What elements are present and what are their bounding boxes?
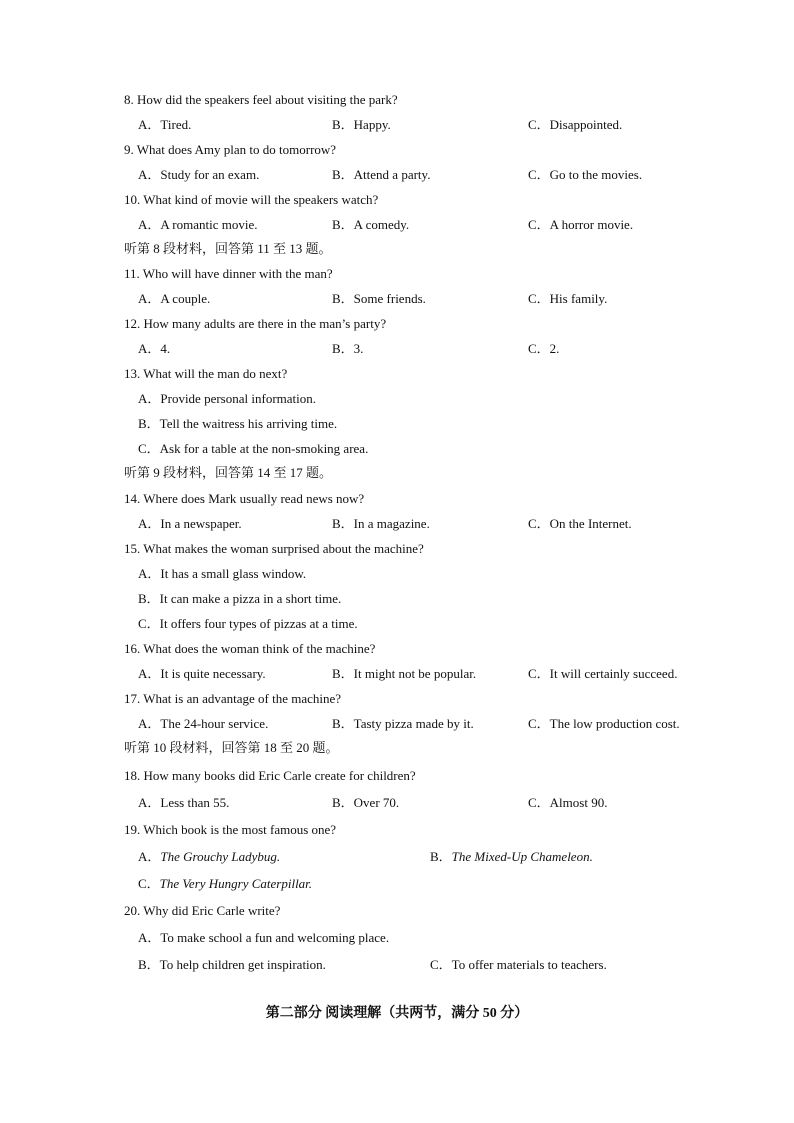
question-text: Why did Eric Carle write?: [143, 903, 281, 918]
question-text: Which book is the most famous one?: [143, 822, 337, 837]
question-number: 8.: [124, 92, 134, 107]
option-13a: [0, 389, 794, 409]
question-9: [0, 140, 794, 160]
option-c: C．His family.: [528, 291, 608, 306]
option-c: C．On the Internet.: [528, 516, 632, 531]
option-c: C．2.: [528, 341, 560, 356]
question-10: [0, 190, 794, 210]
option-b: B．Over 70.: [332, 795, 400, 810]
section-instruction-9: 听第 9 段材料，回答第 14 至 17 题。: [124, 465, 333, 480]
option-b: B．Tell the waitress his arriving time.: [138, 416, 338, 431]
option-a: A．The Grouchy Ladybug.: [138, 849, 281, 864]
options-20bc: [0, 955, 794, 975]
option-b: B．Happy.: [332, 117, 391, 132]
question-text: Where does Mark usually read news now?: [143, 491, 365, 506]
question-19: [0, 820, 794, 840]
option-c: C．It will certainly succeed.: [528, 666, 678, 681]
option-15a: [0, 564, 794, 584]
question-text: What is an advantage of the machine?: [143, 691, 342, 706]
options-8: [0, 115, 794, 135]
question-17: [0, 689, 794, 709]
option-a: A．4.: [138, 341, 171, 356]
option-a: A．Tired.: [138, 117, 192, 132]
question-11: [0, 264, 794, 284]
question-number: 15.: [124, 541, 141, 556]
options-19ab: [0, 847, 794, 867]
option-b: B．The Mixed-Up Chameleon.: [430, 849, 593, 864]
options-16: [0, 664, 794, 684]
option-a: A．The 24-hour service.: [138, 716, 269, 731]
question-number: 10.: [124, 192, 141, 207]
question-16: [0, 639, 794, 659]
question-text: How many adults are there in the man’s party?: [143, 316, 387, 331]
question-number: 12.: [124, 316, 141, 331]
question-text: Who will have dinner with the man?: [142, 266, 333, 281]
option-b: B．3.: [332, 341, 364, 356]
question-text: What will the man do next?: [143, 366, 288, 381]
question-text: How did the speakers feel about visiting the park?: [137, 92, 398, 107]
options-9: [0, 165, 794, 185]
option-b: B．Attend a party.: [332, 167, 431, 182]
options-18: [0, 793, 794, 813]
option-b: B．In a magazine.: [332, 516, 430, 531]
option-b: B．To help children get inspiration.: [138, 957, 326, 972]
question-20: [0, 901, 794, 921]
option-b: B．Some friends.: [332, 291, 426, 306]
question-18: [0, 766, 794, 786]
question-number: 17.: [124, 691, 141, 706]
question-number: 20.: [124, 903, 141, 918]
option-19c: [0, 874, 794, 894]
option-c: C．Almost 90.: [528, 795, 608, 810]
option-c: C．Go to the movies.: [528, 167, 643, 182]
option-13b: [0, 414, 794, 434]
option-a: A．Provide personal information.: [138, 391, 316, 406]
question-8: [0, 90, 794, 110]
question-number: 14.: [124, 491, 141, 506]
option-a: A．Less than 55.: [138, 795, 230, 810]
options-17: [0, 714, 794, 734]
question-13: [0, 364, 794, 384]
options-10: [0, 215, 794, 235]
option-a: A．It has a small glass window.: [138, 566, 307, 581]
option-b: B．A comedy.: [332, 217, 410, 232]
option-a: A．To make school a fun and welcoming place.: [138, 930, 390, 945]
section-instruction-10: 听第 10 段材料，回答第 18 至 20 题。: [124, 740, 339, 755]
question-number: 18.: [124, 768, 141, 783]
option-c: C．The low production cost.: [528, 716, 680, 731]
option-a: A．Study for an exam.: [138, 167, 260, 182]
option-c: C．The Very Hungry Caterpillar.: [138, 876, 313, 891]
options-12: [0, 339, 794, 359]
option-13c: [0, 439, 794, 459]
question-text: What does the woman think of the machine?: [143, 641, 376, 656]
option-15c: [0, 614, 794, 634]
option-20a: [0, 928, 794, 948]
question-number: 13.: [124, 366, 141, 381]
question-number: 11.: [124, 266, 140, 281]
question-text: What does Amy plan to do tomorrow?: [136, 142, 337, 157]
question-number: 16.: [124, 641, 141, 656]
option-c: C．Disappointed.: [528, 117, 623, 132]
question-number: 9.: [124, 142, 134, 157]
question-number: 19.: [124, 822, 141, 837]
part-two-title: 第二部分 阅读理解（共两节，满分 50 分）: [265, 1006, 529, 1021]
section-instruction-8: 听第 8 段材料，回答第 11 至 13 题。: [124, 241, 332, 256]
option-b: B．It can make a pizza in a short time.: [138, 591, 342, 606]
question-14: [0, 489, 794, 509]
option-a: A．It is quite necessary.: [138, 666, 266, 681]
question-text: How many books did Eric Carle create for children?: [143, 768, 416, 783]
question-text: What kind of movie will the speakers watch?: [143, 192, 379, 207]
option-15b: [0, 589, 794, 609]
option-a: A．A romantic movie.: [138, 217, 258, 232]
option-b: B．Tasty pizza made by it.: [332, 716, 474, 731]
option-c: C．It offers four types of pizzas at a time.: [138, 616, 358, 631]
question-text: What makes the woman surprised about the machine?: [143, 541, 424, 556]
option-c: C．Ask for a table at the non-smoking area.: [138, 441, 369, 456]
question-12: [0, 314, 794, 334]
question-15: [0, 539, 794, 559]
options-11: [0, 289, 794, 309]
option-a: A．In a newspaper.: [138, 516, 242, 531]
option-b: B．It might not be popular.: [332, 666, 477, 681]
option-c: C．To offer materials to teachers.: [430, 957, 607, 972]
option-a: A．A couple.: [138, 291, 211, 306]
options-14: [0, 514, 794, 534]
option-c: C．A horror movie.: [528, 217, 634, 232]
